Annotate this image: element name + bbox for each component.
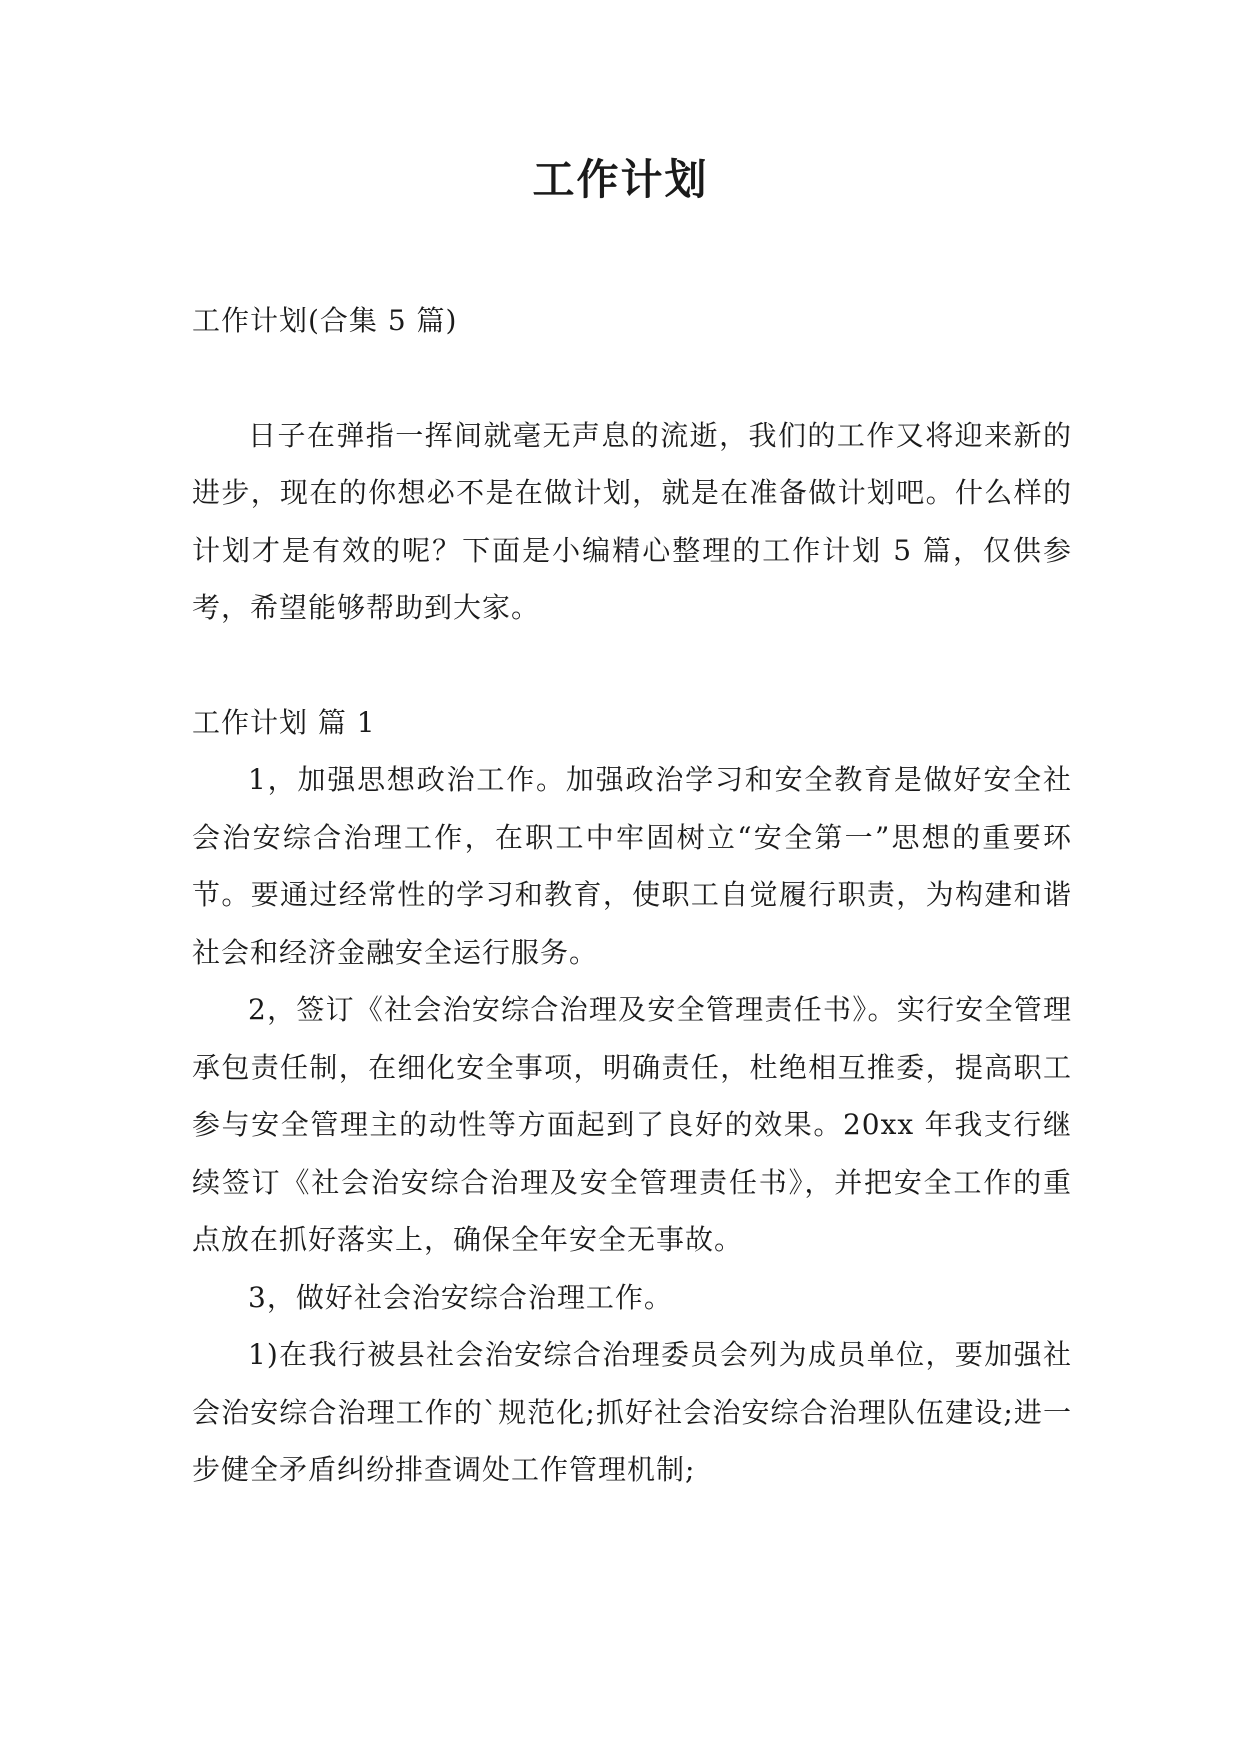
section-heading: 工作计划 篇 1 xyxy=(192,705,376,739)
section-paragraph-2: 2，签订《社会治安综合治理及安全管理责任书》。实行安全管理承包责任制，在细化安全事项，明确责任，杜绝相互推委，提高职工参与安全管理主的动性等方面起到了良好的效果。20xx 年我支行继续签订《社会治安综合治理及安全管理责任书》，并把安全工作的重点放在抓好落实上，确保全年安全无事故。 xyxy=(192,993,1072,1256)
document-body xyxy=(192,292,1072,1499)
section-paragraph-4: 1)在我行被县社会治安综合治理委员会列为成员单位，要加强社会治安综合治理工作的`规范化;抓好社会治安综合治理队伍建设;进一步健全矛盾纠纷排查调处工作管理机制; xyxy=(192,1338,1072,1486)
section-paragraph-1: 1，加强思想政治工作。加强政治学习和安全教育是做好安全社会治安综合治理工作，在职工中牢固树立“安全第一”思想的重要环节。要通过经常性的学习和教育，使职工自觉履行职责，为构建和谐社会和经济金融安全运行服务。 xyxy=(192,763,1072,969)
section-paragraph-3: 3，做好社会治安综合治理工作。 xyxy=(248,1280,673,1314)
document-subtitle: 工作计划(合集 5 篇) xyxy=(192,304,458,337)
document-title: 工作计划 xyxy=(532,155,709,204)
intro-paragraph: 日子在弹指一挥间就毫无声息的流逝，我们的工作又将迎来新的进步，现在的你想必不是在做计划，就是在准备做计划吧。什么样的计划才是有效的呢？下面是小编精心整理的工作计划 5 篇，仅供参考，希望能够帮助到大家。 xyxy=(192,418,1072,624)
